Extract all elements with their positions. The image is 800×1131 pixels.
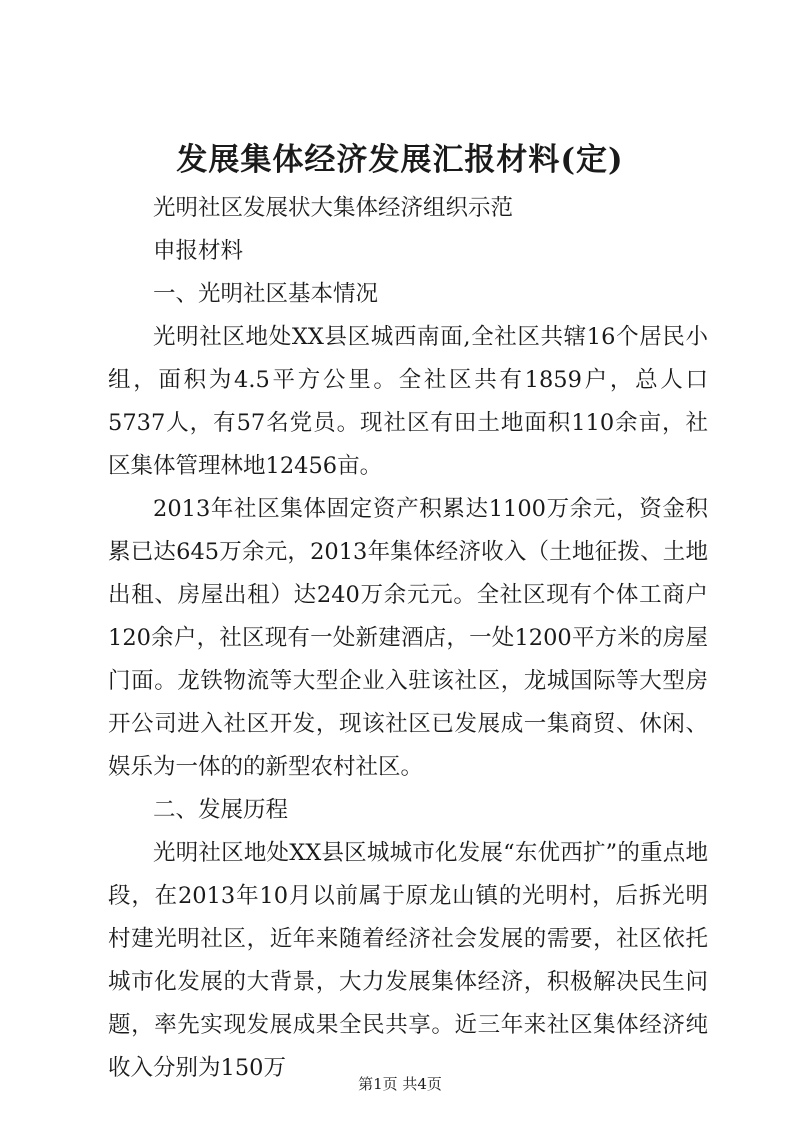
heading-development-history: 二、发展历程 [153,797,289,823]
paragraph-basic-info: 光明社区地处XX县区城西南面,全社区共辖16个居民小组，面积为4.5平方公里。全社区共有1859户，总人口5737人，有57名党员。现社区有田土地面积110余亩，社区集体管理林地12456亩。 [108,324,708,479]
paragraph-subtitle: 光明社区发展状大集体经济组织示范 [153,195,514,221]
heading-basic-situation: 一、光明社区基本情况 [153,281,379,307]
paragraph-application-material: 申报材料 [153,238,244,264]
paragraph-assets: 2013年社区集体固定资产积累达1100万余元，资金积累已达645万余元，2013年集体经济收入（土地征拨、土地出租、房屋出租）达240万余元元。全社区现有个体工商户120余户，社区现有一处新建酒店，一处1200平方米的房屋门面。龙铁物流等大型企业入驻该社区，龙城国际等大型房开公司进入社区开发，现该社区已发展成一集商贸、休闲、娱乐为一体的的新型农村社区。 [108,496,708,780]
paragraph-history: 光明社区地处XX县区城城市化发展“东优西扩”的重点地段，在2013年10月以前属于原龙山镇的光明村，后拆光明村建光明社区，近年来随着经济社会发展的需要，社区依托城市化发展的大背景，大力发展集体经济，积极解决民生问题，率先实现发展成果全民共享。近三年来社区集体经济纯收入分别为150万 [108,840,708,1081]
document-body [108,187,708,1090]
document-title: 发展集体经济发展汇报材料(定) [176,142,624,178]
page-number: 第1页 共4页 [358,1075,442,1093]
